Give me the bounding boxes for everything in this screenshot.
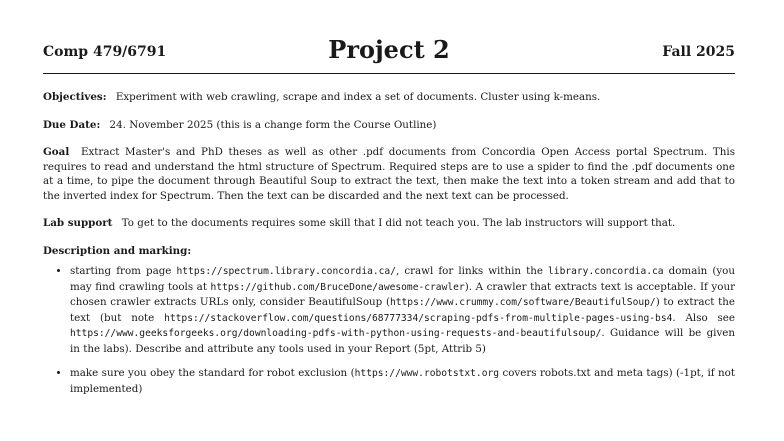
item1-text-5: ) to extract the text (but note — [70, 296, 735, 324]
item2-text-1: make sure you obey the standard for robot exclusion ( — [70, 367, 355, 379]
lab-support-text: To get to the documents requires some skill that I did not teach you. The lab instructors will support that. — [121, 217, 676, 229]
description-list — [43, 264, 735, 396]
course-code: Comp 479/6791 — [43, 44, 167, 60]
goal-text: Extract Master's and PhD theses as well as other .pdf documents from Concordia Open Access portal Spectrum. This requires to read and understand the html structure of Spectrum. Required steps are to use a spider to find the .pdf documents one at a time, to pipe the document through Beautiful Soup to extract the text, then make the text into a token stream and add that to the inverted index for Spectrum. Then the text can be discarded and the next text can be processed. — [43, 146, 735, 202]
due-date-label: Due Date: — [43, 118, 101, 131]
item1-text-6: . Also see — [672, 311, 735, 324]
item1-text-7: . Guidance will be given in the labs). Describe and attribute any tools used in your Report (5pt, Attrib 5) — [70, 327, 735, 355]
term: Fall 2025 — [662, 44, 735, 60]
item1-text-4: ). A crawler that extracts text is acceptable. If your chosen crawler extracts URLs only, consider BeautifulSoup ( — [70, 280, 735, 308]
goal-label: Goal — [43, 146, 70, 158]
lab-support-paragraph — [43, 216, 735, 231]
objectives-text: Experiment with web crawling, scrape and index a set of documents. Cluster using k-means. — [115, 91, 601, 103]
item2-text-2: covers robots.txt and meta tags) (-1pt, if not implemented) — [70, 367, 735, 395]
item1-text-2: , crawl for links within the — [396, 265, 549, 277]
beautifulsoup-link[interactable]: https://www.crummy.com/software/BeautifulSoup/ — [389, 297, 656, 308]
due-date-text: 24. November 2025 (this is a change form the Course Outline) — [109, 118, 437, 131]
section-heading: Description and marking: — [43, 244, 192, 257]
lab-support-label: Lab support — [43, 217, 113, 229]
objectives-label: Objectives: — [43, 91, 107, 103]
list-item — [70, 366, 735, 396]
page-header — [43, 36, 735, 66]
geeksforgeeks-link[interactable]: https://www.geeksforgeeks.org/downloading-pdfs-with-python-using-requests-and-beautifulsoup/ — [70, 328, 602, 339]
stackoverflow-link[interactable]: https://stackoverflow.com/questions/68777334/scraping-pdfs-from-multiple-pages-using-bs4 — [164, 312, 673, 324]
item1-text-3: domain (you may find crawling tools at — [70, 265, 736, 293]
header-rule — [43, 73, 735, 74]
domain-code: library.concordia.ca — [548, 266, 664, 277]
goal-paragraph — [43, 145, 735, 203]
item1-text-1: starting from page — [70, 265, 177, 277]
objectives-paragraph — [43, 90, 735, 105]
due-date-paragraph — [43, 118, 735, 133]
page-title: Project 2 — [328, 35, 450, 64]
document-body — [43, 90, 735, 406]
spectrum-url-link[interactable]: https://spectrum.library.concordia.ca/ — [176, 266, 396, 277]
awesome-crawler-link[interactable]: https://github.com/BruceDone/awesome-crawler — [210, 281, 465, 293]
list-item — [70, 264, 735, 356]
robotstxt-link[interactable]: https://www.robotstxt.org — [354, 368, 500, 379]
